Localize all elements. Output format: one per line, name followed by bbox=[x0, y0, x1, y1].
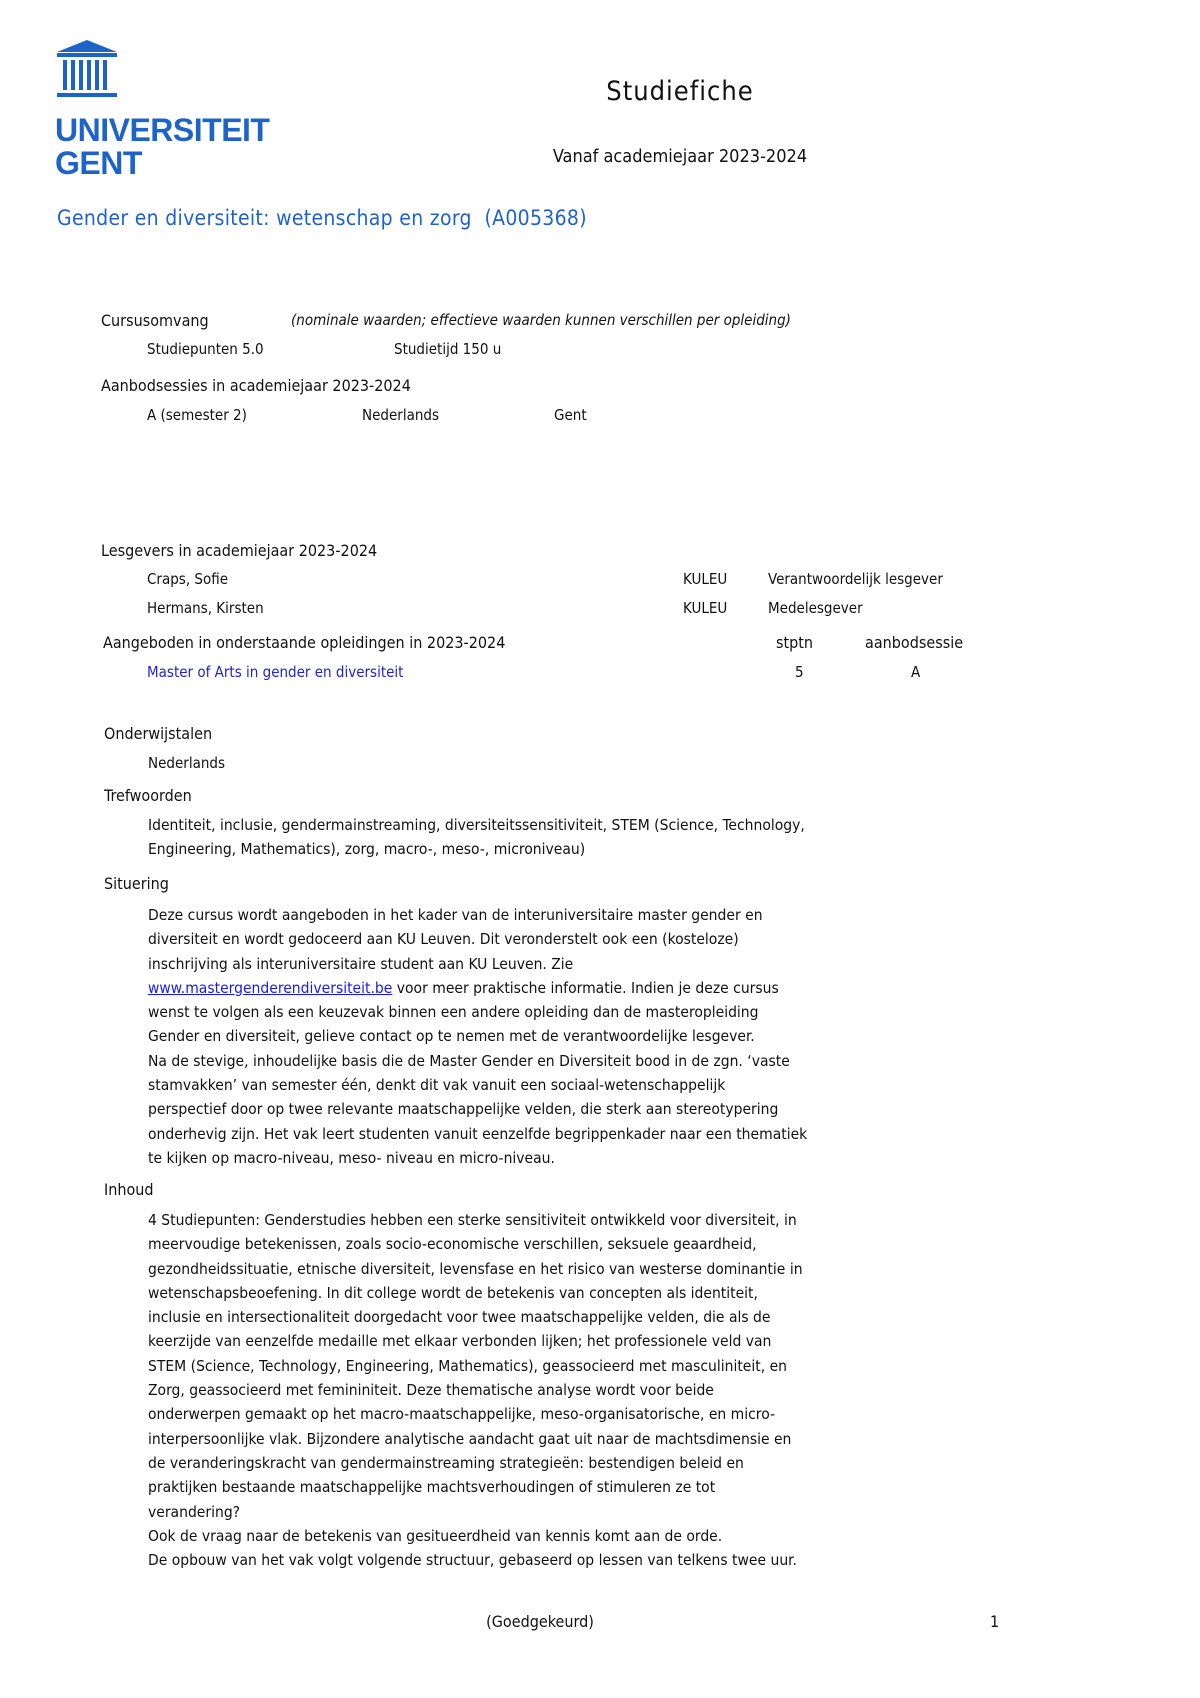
opleidingen-label: Aangeboden in onderstaande opleidingen in 2023-2024 bbox=[103, 633, 506, 652]
course-title bbox=[57, 206, 587, 230]
lesgever-role: Medelesgever bbox=[768, 599, 863, 617]
trefwoorden-line-2: Engineering, Mathematics), zorg, macro-, meso-, microniveau) bbox=[148, 840, 586, 858]
lesgever-name: Hermans, Kirsten bbox=[147, 599, 264, 617]
lesgevers-label: Lesgevers in academiejaar 2023-2024 bbox=[101, 541, 378, 560]
lesgever-role: Verantwoordelijk lesgever bbox=[768, 570, 943, 588]
university-logo bbox=[55, 38, 270, 183]
situering-label: Situering bbox=[104, 874, 169, 893]
col-stptn-header: stptn bbox=[776, 633, 814, 652]
trefwoorden-line-1: Identiteit, inclusie, gendermainstreaming, diversiteitssensitiviteit, STEM (Science, Technology, bbox=[148, 816, 805, 834]
aanbod-label: Aanbodsessies in academiejaar 2023-2024 bbox=[101, 376, 411, 395]
studiepunten: Studiepunten 5.0 bbox=[147, 340, 264, 358]
situering-paragraph-1 bbox=[148, 903, 808, 1049]
omvang-note: (nominale waarden; effectieve waarden kunnen verschillen per opleiding) bbox=[291, 311, 791, 329]
omvang-label: Cursusomvang bbox=[101, 311, 209, 330]
page-number: 1 bbox=[990, 1612, 1000, 1631]
inhoud-paragraph-1: 4 Studiepunten: Genderstudies hebben een sterke sensitiviteit ontwikkeld voor diversiteit, in meervoudige betekenissen, zoals socio-economische verschillen, seksuele geaardheid, gezondheidssituatie, etnische diversiteit, levensfase en het risico van westerse dominantie in wetenschapsbeoefening. In dit college wordt de betekenis van concepten als identiteit, inclusie en intersectionaliteit doorgedacht voor twee maatschappelijke velden, die als de keerzijde van eenzelfde medaille met elkaar verbonden lijken; het professionele veld van STEM (Science, Technology, Engineering, Mathematics), geassocieerd met masculiniteit, en Zorg, geassocieerd met femininiteit. Deze thematische analyse wordt voor beide onderwerpen gemaakt op het macro-maatschappelijke, meso-organisatorische, en micro-interpersoonlijke vlak. Bijzondere analytische aandacht gaat uit naar de machtsdimensie en de veranderingskracht van gendermainstreaming strategieën: bestendigen beleid en praktijken bestaande maatschappelijke machtsverhoudingen of stimuleren ze tot verandering? bbox=[148, 1211, 803, 1521]
aanbod-sessie: A (semester 2) bbox=[147, 406, 247, 424]
inhoud-text bbox=[148, 1208, 808, 1572]
col-aanbodsessie-header: aanbodsessie bbox=[865, 633, 964, 652]
onderwijstalen-value: Nederlands bbox=[148, 754, 225, 772]
master-website-link[interactable]: www.mastergenderendiversiteit.be bbox=[148, 978, 393, 997]
opleiding-sessie: A bbox=[911, 663, 921, 681]
inhoud-paragraph-3: De opbouw van het vak volgt volgende structuur, gebaseerd op lessen van telkens twee uur. bbox=[148, 1551, 797, 1570]
footer-status: (Goedgekeurd) bbox=[486, 1612, 594, 1631]
opleiding-link[interactable]: Master of Arts in gender en diversiteit bbox=[147, 663, 404, 681]
opleiding-stptn: 5 bbox=[795, 663, 804, 681]
lesgever-inst: KULEU bbox=[683, 570, 728, 588]
aanbod-taal: Nederlands bbox=[362, 406, 439, 424]
logo-line-1: UNIVERSITEIT bbox=[55, 112, 270, 148]
inhoud-paragraph-2: Ook de vraag naar de betekenis van gesitueerdheid van kennis komt aan de orde. bbox=[148, 1526, 723, 1545]
building-columns-icon bbox=[55, 38, 119, 100]
situering-text-after: voor meer praktische informatie. Indien je deze cursus wenst te volgen als een keuzevak binnen een andere opleiding dan de masteropleiding Gender en diversiteit, gelieve contact op te nemen met de verantwoordelijke lesgever. bbox=[148, 978, 779, 1046]
trefwoorden-label: Trefwoorden bbox=[104, 786, 192, 805]
situering-text bbox=[148, 903, 808, 1170]
situering-text-before: Deze cursus wordt aangeboden in het kader van de interuniversitaire master gender en diversiteit en wordt gedoceerd aan KU Leuven. Dit veronderstelt ook een (kosteloze) inschrijving als interuniversitaire student aan KU Leuven. Zie bbox=[148, 906, 763, 973]
lesgever-name: Craps, Sofie bbox=[147, 570, 229, 588]
inhoud-label: Inhoud bbox=[104, 1180, 154, 1199]
lesgever-inst: KULEU bbox=[683, 599, 728, 617]
logo-line-2: GENT bbox=[55, 145, 142, 181]
studietijd: Studietijd 150 u bbox=[394, 340, 502, 358]
aanbod-plaats: Gent bbox=[554, 406, 587, 424]
course-code: (A005368) bbox=[484, 206, 587, 230]
course-name: Gender en diversiteit: wetenschap en zorg bbox=[57, 206, 472, 230]
document-subtitle: Vanaf academiejaar 2023-2024 bbox=[552, 146, 808, 167]
situering-paragraph-2: Na de stevige, inhoudelijke basis die de Master Gender en Diversiteit bood in de zgn. ‘vaste stamvakken’ van semester één, denkt dit vak vanuit een sociaal-wetenschappelijk perspectief door op twee relevante maatschappelijke velden, die sterk aan stereotypering onderhevig zijn. Het vak leert studenten vanuit eenzelfde begrippenkader naar een thematiek te kijken op macro-niveau, meso- niveau en micro-niveau. bbox=[148, 1051, 808, 1167]
document-title: Studiefiche bbox=[606, 76, 754, 107]
onderwijstalen-label: Onderwijstalen bbox=[104, 724, 213, 743]
